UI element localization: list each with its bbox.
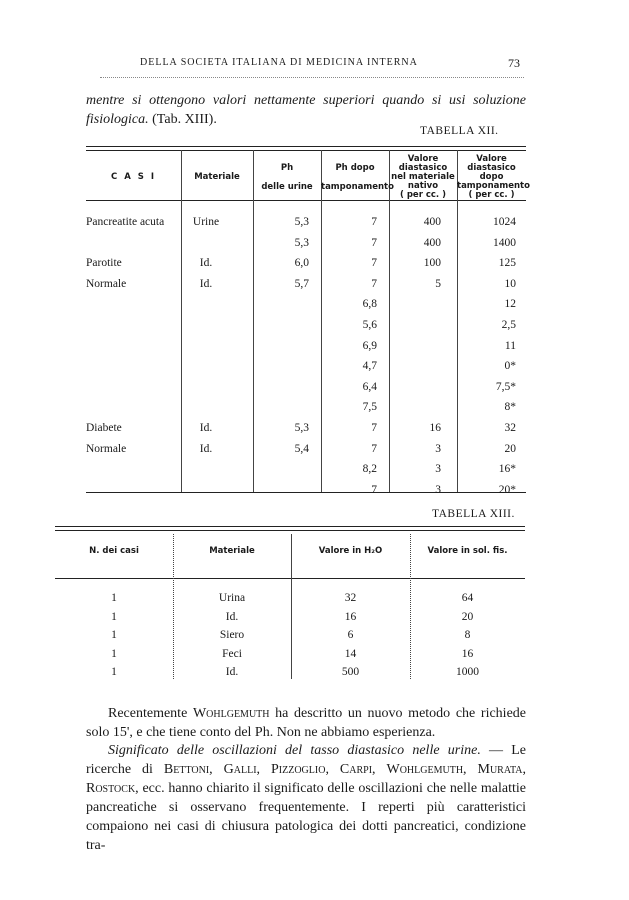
separator: , (209, 762, 213, 777)
body2-text-b: , ecc. hanno chiarito il significato delle oscillazioni che nelle malattie pancreatiche si osservano frequentemente. I reperti più caratteristici compaiono nei casi di chiusura patologica dei dotti pancreatici, condizione tra- (86, 781, 526, 853)
paragraph-significato (86, 741, 526, 855)
header-ph-dopo-line2: tamponamento (321, 182, 394, 192)
cell-valore-sol-fis: 64 (461, 592, 474, 604)
header-casi: C A S I (111, 172, 156, 182)
cell-valore-sol-fis: 20 (461, 610, 474, 623)
header-valore-sol-fis: Valore in sol. fis. (427, 546, 508, 556)
cell-valore-tamponamento: 1024 (493, 216, 516, 228)
cell-valore-tamponamento: 32 (504, 422, 516, 434)
author-name: Wohlgemuth (192, 706, 270, 721)
header-nativo-line1: Valore (407, 154, 439, 164)
cell-materiale (181, 480, 231, 500)
cell-materiale: Feci (222, 647, 242, 660)
header-tamp-line1: Valore (476, 154, 507, 164)
cell-ph: 5,3 (294, 236, 309, 249)
table13-label: TABELLA XIII. (432, 508, 515, 520)
cell-materiale (181, 233, 231, 253)
cell-valore-nativo: 400 (423, 236, 441, 249)
cell-ph: 5,4 (294, 442, 309, 455)
cell-caso: Normale (86, 277, 127, 290)
author-name: Bettoni (163, 762, 210, 777)
running-head-title: DELLA SOCIETA ITALIANA DI MEDICINA INTERNA (140, 57, 418, 68)
cell-materiale: Id. (225, 666, 239, 678)
author-name: Galli (223, 762, 257, 777)
cell-materiale (181, 315, 231, 335)
cell-ph-dopo: 7 (371, 483, 377, 496)
header-ph (253, 164, 321, 192)
table13-top-rule (55, 526, 525, 531)
cell-ph-dopo: 6,9 (362, 339, 377, 352)
cell-ph-dopo: 7 (371, 257, 377, 270)
cell-n-casi: 1 (111, 629, 117, 641)
header-ph-dopo-line1: Ph dopo (335, 163, 375, 173)
cell-valore-h2o: 6 (347, 629, 354, 641)
cell-ph (253, 356, 309, 376)
cell-valore-sol-fis: 1000 (456, 666, 479, 678)
cell-valore-tamponamento: 125 (498, 257, 516, 270)
cell-caso: Diabete (86, 422, 122, 434)
header-valore-tamponamento (457, 154, 530, 200)
cell-valore-nativo (389, 397, 441, 417)
cell-valore-nativo (389, 377, 441, 397)
intro-paragraph (86, 91, 526, 129)
cell-caso: Parotite (86, 257, 122, 270)
separator: , (256, 762, 261, 777)
paragraph-wohlgemuth (86, 704, 526, 742)
header-ph-dopo (321, 163, 394, 192)
cell-ph (253, 336, 309, 356)
cell-ph (253, 294, 309, 314)
cell-valore-tamponamento: 7,5* (495, 380, 516, 393)
table12-label: TABELLA XII. (420, 125, 499, 137)
cell-materiale: Id. (225, 610, 239, 623)
header-materiale: Materiale (194, 172, 240, 182)
cell-valore-h2o: 32 (344, 592, 357, 604)
header-tamp-line3: dopo (479, 172, 504, 182)
cell-valore-tamponamento: 20 (504, 442, 516, 455)
cell-materiale: Siero (219, 629, 245, 641)
cell-ph: 5,7 (294, 277, 309, 290)
separator: , (463, 762, 467, 777)
cell-valore-sol-fis: 8 (464, 629, 471, 641)
cell-n-casi: 1 (111, 647, 117, 660)
header-nativo-line3: nel materiale (391, 172, 455, 182)
cell-materiale (181, 459, 231, 479)
cell-valore-nativo: 400 (423, 216, 441, 228)
cell-valore-h2o: 16 (344, 610, 357, 623)
cell-ph-dopo: 7 (371, 236, 377, 249)
cell-valore-tamponamento: 10 (504, 277, 516, 290)
cell-caso (86, 377, 181, 397)
cell-caso (86, 397, 181, 417)
cell-ph-dopo: 7 (371, 422, 377, 434)
cell-materiale: Id. (199, 442, 213, 455)
header-tamp-line2: diastasico (467, 163, 516, 173)
header-valore-h2o: Valore in H₂O (318, 546, 383, 556)
cell-n-casi: 1 (111, 592, 117, 604)
cell-ph-dopo: 7,5 (362, 401, 377, 414)
cell-valore-tamponamento: 12 (504, 298, 516, 311)
body1-text-b: ha descritto un nuovo metodo che richiede solo 15', e che tiene conto del Ph. Non ne abbiamo esperienza. (86, 706, 526, 740)
cell-valore-tamponamento: 8* (504, 401, 516, 414)
cell-materiale: Id. (199, 422, 213, 434)
cell-ph (253, 315, 309, 335)
author-name: Murata (477, 762, 523, 777)
cell-ph-dopo: 4,7 (362, 360, 377, 373)
intro-table-reference: (Tab. XIII). (152, 112, 217, 127)
cell-ph-dopo: 7 (371, 442, 377, 455)
table13 (55, 526, 525, 686)
cell-materiale: Urine (192, 216, 220, 228)
cell-caso (86, 356, 181, 376)
cell-valore-nativo (389, 336, 441, 356)
header-materiale: Materiale (209, 546, 255, 556)
cell-caso (86, 480, 181, 500)
section-heading: Significato delle oscillazioni del tasso diastasico nelle urine. (108, 743, 481, 758)
cell-ph-dopo: 7 (371, 277, 377, 290)
cell-valore-nativo: 3 (435, 483, 441, 496)
cell-n-casi: 1 (111, 666, 117, 678)
cell-caso (86, 294, 181, 314)
author-name: Rostock (86, 781, 136, 796)
cell-valore-nativo (389, 356, 441, 376)
cell-caso (86, 459, 181, 479)
cell-valore-h2o: 500 (341, 666, 360, 678)
cell-valore-tamponamento: 11 (504, 339, 516, 352)
cell-valore-nativo: 16 (429, 422, 441, 434)
cell-ph (253, 377, 309, 397)
cell-materiale (181, 356, 231, 376)
header-valore-nativo (389, 155, 457, 200)
header-ph-line1: Ph (280, 163, 294, 173)
cell-ph-dopo: 8,2 (362, 463, 377, 476)
separator: , (522, 762, 526, 777)
table12-header-rule (86, 200, 526, 201)
page-number: 73 (508, 56, 520, 70)
cell-valore-tamponamento: 20* (498, 483, 516, 496)
cell-caso: Pancreatite acuta (86, 216, 165, 228)
running-head-rule (100, 77, 524, 78)
cell-valore-tamponamento: 16* (498, 463, 516, 476)
header-n-casi: N. dei casi (89, 546, 139, 556)
cell-valore-h2o: 14 (344, 647, 357, 660)
header-nativo-line4: nativo (407, 181, 439, 191)
cell-materiale (181, 377, 231, 397)
cell-caso (86, 233, 181, 253)
cell-ph (253, 397, 309, 417)
cell-valore-tamponamento: 1400 (493, 236, 516, 249)
separator: , (372, 762, 376, 777)
intro-text: mentre si ottengono valori nettamente superiori quando si usi soluzione fisiologica. (86, 93, 526, 127)
cell-valore-nativo: 3 (435, 442, 441, 455)
author-name: Wohlgemuth (386, 762, 464, 777)
cell-caso (86, 315, 181, 335)
cell-materiale: Id. (199, 257, 213, 270)
header-tamp-line5: ( per cc. ) (468, 190, 515, 200)
header-tamp-line4: tamponamento (457, 181, 530, 191)
cell-ph (253, 480, 309, 500)
cell-valore-nativo: 5 (435, 277, 441, 290)
table12 (86, 146, 530, 496)
cell-materiale (181, 397, 231, 417)
cell-caso (86, 336, 181, 356)
cell-materiale (181, 336, 231, 356)
cell-valore-nativo: 100 (423, 257, 441, 270)
table13-header-rule (55, 578, 525, 579)
cell-ph-dopo: 6,4 (362, 380, 377, 393)
cell-ph-dopo: 7 (371, 216, 377, 228)
cell-valore-tamponamento: 0* (504, 360, 516, 373)
cell-ph-dopo: 6,8 (362, 298, 377, 311)
header-nativo-line5: ( per cc. ) (400, 190, 446, 200)
cell-ph: 5,3 (294, 422, 309, 434)
body2-text-a: — Le ricerche di (86, 743, 527, 777)
cell-materiale (181, 294, 231, 314)
running-head (0, 57, 629, 73)
cell-valore-tamponamento: 2,5 (501, 319, 516, 331)
header-nativo-line2: diastasico (398, 163, 448, 173)
body1-text-a: Recentemente (108, 706, 188, 721)
cell-valore-sol-fis: 16 (461, 647, 474, 660)
author-name: Pizzoglio (271, 762, 326, 777)
author-name: Carpi (339, 762, 373, 777)
cell-ph: 6,0 (294, 257, 309, 270)
cell-ph: 5,3 (294, 216, 309, 228)
header-ph-line2: delle urine (261, 182, 313, 192)
cell-valore-nativo (389, 294, 441, 314)
cell-ph-dopo: 5,6 (362, 319, 377, 331)
cell-n-casi: 1 (111, 610, 117, 623)
cell-materiale: Id. (199, 277, 213, 290)
cell-valore-nativo: 3 (435, 463, 441, 476)
cell-ph (253, 459, 309, 479)
cell-caso: Normale (86, 442, 127, 455)
separator: , (325, 762, 329, 777)
cell-valore-nativo (389, 315, 441, 335)
cell-materiale: Urina (218, 592, 246, 604)
table12-top-rule (86, 146, 526, 151)
